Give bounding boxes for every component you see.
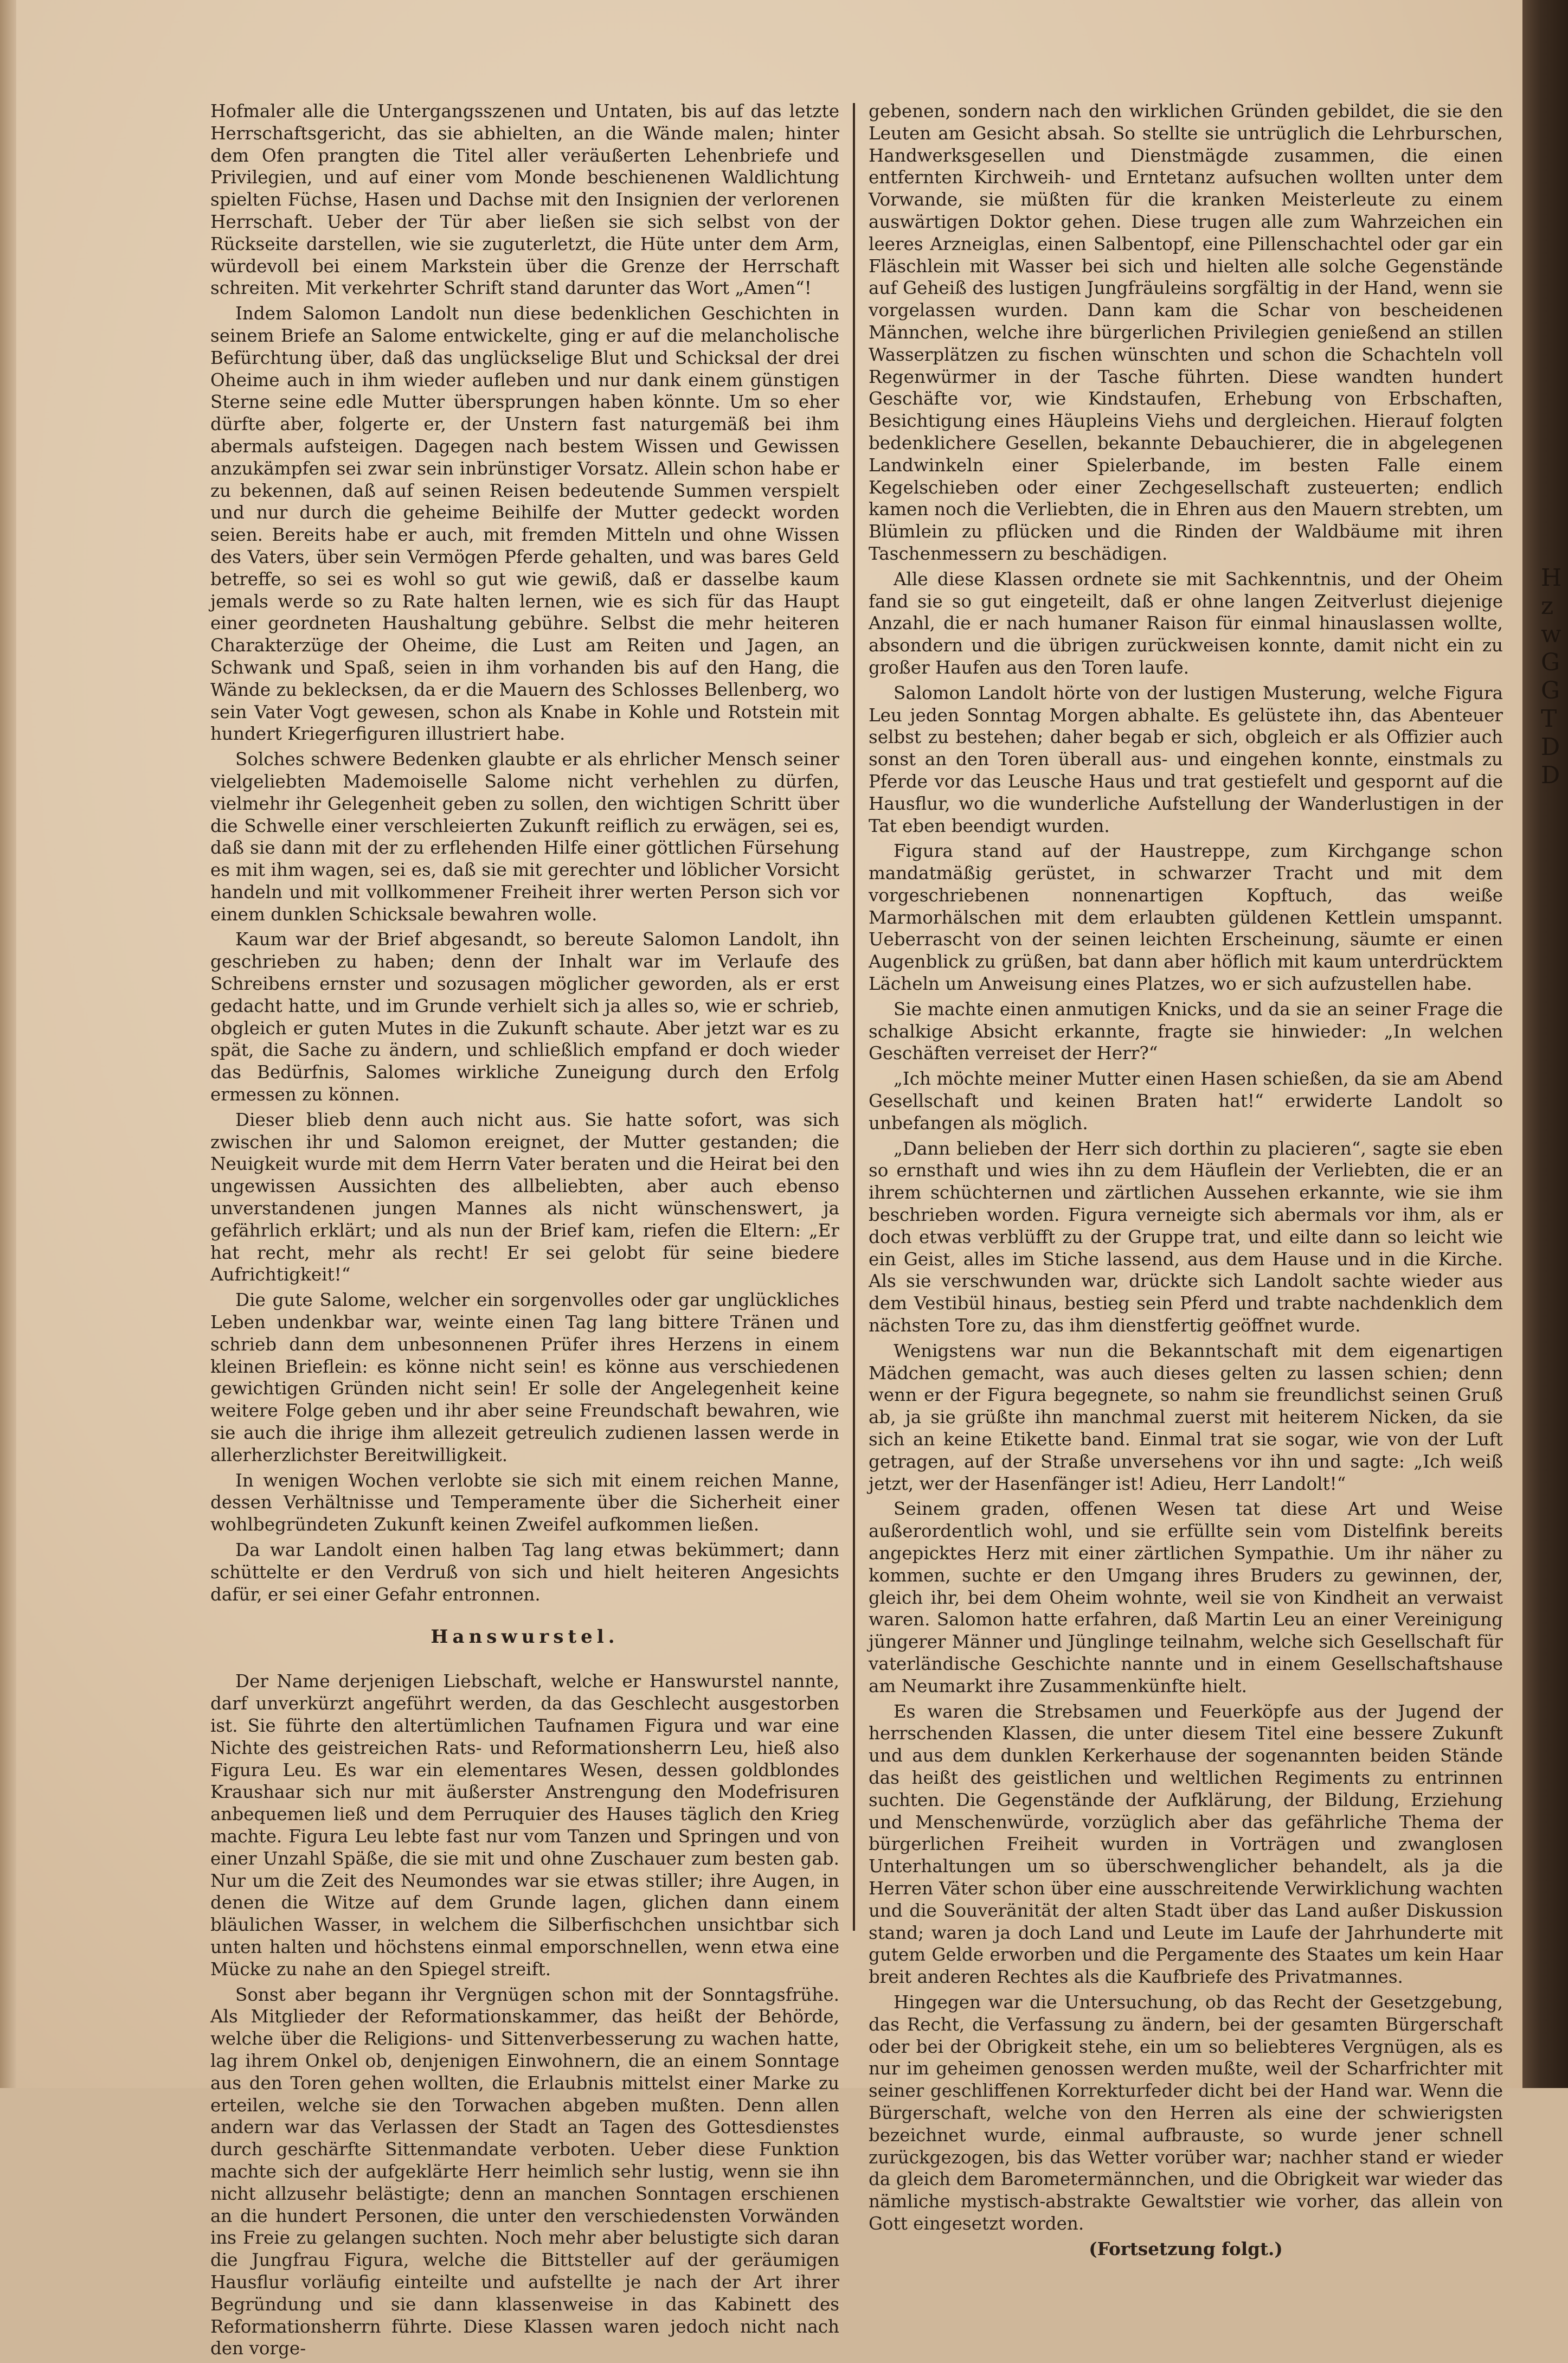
left-column: [210, 100, 839, 2363]
paragraph: Indem Salomon Landolt nun diese bedenklichen Geschichten in seinem Briefe an Salome entwickelte, ging er auf die melancholische Befürchtung über, daß das unglückselige Blut und Schicksal der drei Oheime auch in ihm wieder aufleben und nur dank einem günstigen Sterne seine edle Mutter übersprungen haben könnte. Um so eher dürfte aber, folgerte er, der Unstern fast naturgemäß bei ihm abermals aufsteigen. Dagegen nach bestem Wissen und Gewissen anzukämpfen sei zwar sein inbrünstiger Vorsatz. Allein schon habe er zu bekennen, daß auf seinen Reisen bedeutende Summen verspielt und nur durch die geheime Beihilfe der Mutter gedeckt worden seien. Bereits habe er auch, mit fremden Mitteln und ohne Wissen des Vaters, über sein Vermögen Pferde gehalten, und was bares Geld betreffe, so sei es wohl so gut wie gewiß, daß er dasselbe kaum jemals werde so zu Rate halten lernen, wie es sich für das Haupt einer geordneten Haushaltung gebühre. Selbst die mehr heiteren Charakterzüge der Oheime, die Lust am Reiten und Jagen, an Schwank und Spaß, seien in ihm vorhanden bis auf den Hang, die Wände zu beklecksen, da er die Mauern des Schlosses Bellenberg, wo sein Vater Vogt gewesen, schon als Knabe in Kohle und Rotstein mit hundert Kriegerfiguren illustriert habe.: [210, 303, 839, 745]
paragraph: Wenigstens war nun die Bekanntschaft mit dem eigenartigen Mädchen gemacht, was auch dieses gelten zu lassen schien; denn wenn er der Figura begegnete, so nahm sie freundlichst seinen Gruß ab, ja sie grüßte ihn manchmal zuerst mit heiterem Nicken, da sie sich an keine Etikette band. Einmal trat sie sogar, wie von der Luft getragen, auf der Straße unversehens vor ihn und sagte: „Ich weiß jetzt, wer der Hasenfänger ist! Adieu, Herr Landolt!“: [869, 1340, 1503, 1494]
right-column: [869, 100, 1503, 2264]
paragraph: Alle diese Klassen ordnete sie mit Sachkenntnis, und der Oheim fand sie so gut eingeteilt, daß er ohne langen Zeitverlust diejenige Anzahl, die er nach humaner Raison für einmal hinauslassen wollte, absondern und die übrigen zurückweisen konnte, damit nicht ein zu großer Haufen aus den Toren laufe.: [869, 568, 1503, 678]
paragraph: Hingegen war die Untersuchung, ob das Recht der Gesetzgebung, das Recht, die Verfassung zu ändern, bei der gesamten Bürgerschaft oder bei der Obrigkeit stehe, ein um so beliebteres Vergnügen, als es nur im geheimen genossen werden mußte, weil der Scharfrichter mit seiner geschliffenen Korrekturfeder dicht bei der Hand war. Wenn die Bürgerschaft, welche von den Herren als eine der schwierigsten bezeichnet wurde, einmal aufbrauste, so wurde jener schnell zurückgezogen, bis das Wetter vorüber war; nachher stand er wieder da gleich dem Barometermännchen, und die Obrigkeit war wieder das nämliche mystisch-abstrakte Gewaltstier wie vorher, das allein von Gott eingesetzt worden.: [869, 1991, 1503, 2234]
binding-strip: [1522, 0, 1568, 2088]
paragraph: Sie machte einen anmutigen Knicks, und da sie an seiner Frage die schalkige Absicht erkannte, fragte sie hinwieder: „In welchen Geschäften verreiset der Herr?“: [869, 998, 1503, 1064]
paragraph: Salomon Landolt hörte von der lustigen Musterung, welche Figura Leu jeden Sonntag Morgen abhalte. Es gelüstete ihn, das Abenteuer selbst zu bestehen; daher begab er sich, obgleich er als Offizier auch sonst an den Toren überall aus- und eingehen konnte, einstmals zu Pferde vor das Leusche Haus und trat gestiefelt und gespornt auf die Hausflur, wo die wunderliche Aufstellung der Wanderlustigen in der Tat eben beendigt wurden.: [869, 682, 1503, 836]
section-heading: Hanswurstel.: [430, 1626, 619, 1648]
column-divider: [853, 103, 855, 1931]
paragraph: Kaum war der Brief abgesandt, so bereute Salomon Landolt, ihn geschrieben zu haben; denn der Inhalt war im Verlaufe des Schreibens ernster und sozusagen möglicher geworden, als er erst gedacht hatte, und im Grunde verhielt sich ja alles so, wie er schrieb, obgleich er guten Mutes in die Zukunft schaute. Aber jetzt war es zu spät, die Sache zu ändern, und schließlich empfand er doch wieder das Bedürfnis, Salomes wirkliche Zuneigung durch den Erfolg ermessen zu können.: [210, 929, 839, 1105]
paragraph: Solches schwere Bedenken glaubte er als ehrlicher Mensch seiner vielgeliebten Mademoiselle Salome nicht verhehlen zu dürfen, vielmehr ihr Gelegenheit geben zu sollen, den wichtigen Schritt über die Schwelle einer verschleierten Zukunft reiflich zu erwägen, sei es, daß sie dann mit der zu erflehenden Hilfe einer göttlichen Fürsehung es mit ihm wagen, sei es, daß sie mit gerechter und löblicher Vorsicht handeln und mit vollkommener Freiheit ihrer werten Person sich vor einem dunklen Schicksale bewahren wolle.: [210, 749, 839, 925]
paragraph: „Dann belieben der Herr sich dorthin zu placieren“, sagte sie eben so ernsthaft und wies ihn zu dem Häuflein der Verliebten, die er an ihrem schüchternen und zärtlichen Aussehen erkannte, wie sie ihm beschrieben worden. Figura verneigte sich abermals vor ihm, als er doch etwas verblüfft zu der Gruppe trat, und eilte dann so leicht wie ein Geist, alles im Stiche lassend, aus dem Hause und in die Kirche. Als sie verschwunden war, drückte sich Landolt sachte wieder aus dem Vestibül hinaus, bestieg sein Pferd und trabte nachdenklich dem nächsten Tore zu, das ihm dienstfertig geöffnet wurde.: [869, 1138, 1503, 1336]
continuation-note: (Fortsetzung folgt.): [1089, 2238, 1283, 2259]
paragraph: Es waren die Strebsamen und Feuerköpfe aus der Jugend der herrschenden Klassen, die unter diesem Titel eine bessere Zukunft und aus dem dunklen Kerkerhause der sogenannten beiden Stände das heißt des geistlichen und weltlichen Regiments zu entrinnen suchten. Die Gegenstände der Aufklärung, der Bildung, Erziehung und Menschenwürde, vorzüglich aber das gefährliche Thema der bürgerlichen Freiheit wurden in Vorträgen und zwanglosen Unterhaltungen um so überschwenglicher behandelt, als ja die Herren Väter schon über eine ausschreitende Verwirklichung wachten und die Souveränität der alten Stadt über das Land außer Diskussion stand; waren ja doch Land und Leute im Laufe der Jahrhunderte mit gutem Gelde erworben und die Pergamente des Staates um kein Haar breit anderen Rechtes als die Kaufbriefe des Privatmannes.: [869, 1701, 1503, 1988]
paragraph: Seinem graden, offenen Wesen tat diese Art und Weise außerordentlich wohl, und sie erfüllte sein vom Distelfink bereits angepicktes Herz mit einer zärtlichen Sympathie. Um ihr näher zu kommen, suchte er den Umgang ihres Bruders zu gewinnen, der, gleich ihr, bei dem Oheim wohnte, weil sie von Kindheit an verwaist waren. Salomon hatte erfahren, daß Martin Leu an einer Vereinigung jüngerer Männer und Jünglinge teilnahm, welche sich Gesellschaft für vaterländische Geschichte nannte und in einem Gesellschaftshause am Neumarkt ihre Zusammenkünfte hielt.: [869, 1499, 1503, 1696]
paragraph: „Ich möchte meiner Mutter einen Hasen schießen, da sie am Abend Gesellschaft und keinen Braten hat!“ erwiderte Landolt so unbefangen als möglich.: [869, 1068, 1503, 1134]
paragraph: Sonst aber begann ihr Vergnügen schon mit der Sonntagsfrühe. Als Mitglieder der Reformationskammer, das heißt der Behörde, welche über die Religions- und Sittenverbesserung zu wachen hatte, lag ihrem Onkel ob, denjenigen Einwohnern, die an einem Sonntage aus den Toren gehen wollten, die Erlaubnis mittelst einer Marke zu erteilen, welche sie den Torwachen abgeben mußten. Denn allen andern war das Verlassen der Stadt an Tagen des Gottesdienstes durch geschärfte Sittenmandate verboten. Ueber diese Funktion machte sich der aufgeklärte Herr heimlich sehr lustig, wenn sie ihn nicht allzusehr belästigte; denn an manchen Sonntagen erschienen an die hundert Personen, die unter den verschiedensten Vorwänden ins Freie zu gelangen suchten. Noch mehr aber belustigte sich daran die Jungfrau Figura, welche die Bittsteller auf der geräumigen Hausflur vorläufig einteilte und aufstellte je nach der Art ihrer Begründung und sie dann klassenweise in das Kabinett des Reformationsherrn führte. Diese Klassen waren jedoch nicht nach den vorge-: [210, 1984, 839, 2359]
paragraph: Hofmaler alle die Untergangsszenen und Untaten, bis auf das letzte Herrschaftsgericht, das sie abhielten, an die Wände malen; hinter dem Ofen prangten die Titel aller veräußerten Lehenbriefe und Privilegien, und auf einer vom Monde beschienenen Waldlichtung spielten Füchse, Hasen und Dachse mit den Insignien der verlorenen Herrschaft. Ueber der Tür aber ließen sie sich selbst von der Rückseite darstellen, wie sie zuguterletzt, die Hüte unter dem Arm, würdevoll bei einem Markstein über die Grenze der Herrschaft schreiten. Mit verkehrter Schrift stand darunter das Wort „Amen“!: [210, 101, 839, 299]
next-page-edge-text: H z w G G T D D: [1541, 564, 1562, 789]
paragraph: Die gute Salome, welcher ein sorgenvolles oder gar unglückliches Leben undenkbar war, weinte einen Tag lang bittere Tränen und schrieb dann dem unbesonnenen Prüfer ihres Herzens in einem kleinen Brieflein: es könne nicht sein! es könne aus verschiedenen gewichtigen Gründen nicht sein! Er solle der Angelegenheit keine weitere Folge geben und ihr aber seine Freundschaft bewahren, wie sie auch die ihrige ihm allezeit getreulich zudienen lassen werde in allerherzlichster Bereitwilligkeit.: [210, 1290, 839, 1465]
page-left-edge: [0, 0, 16, 2088]
paragraph: Dieser blieb denn auch nicht aus. Sie hatte sofort, was sich zwischen ihr und Salomon ereignet, der Mutter gestanden; die Neuigkeit wurde mit dem Herrn Vater beraten und die Heirat bei den ungewissen Aussichten des allbeliebten, aber auch ebenso unverstandenen jungen Mannes als nicht wünschenswert, ja gefährlich erklärt; und als nun der Brief kam, riefen die Eltern: „Er hat recht, mehr als recht! Er sei gelobt für seine biedere Aufrichtigkeit!“: [210, 1109, 839, 1285]
paragraph: In wenigen Wochen verlobte sie sich mit einem reichen Manne, dessen Verhältnisse und Temperamente über die Sicherheit einer wohlbegründeten Zukunft keinen Zweifel aufkommen ließen.: [210, 1470, 839, 1535]
paragraph: Der Name derjenigen Liebschaft, welche er Hanswurstel nannte, darf unverkürzt angeführt werden, da das Geschlecht ausgestorben ist. Sie führte den altertümlichen Taufnamen Figura und war eine Nichte des geistreichen Rats- und Reformationsherrn Leu, hieß also Figura Leu. Es war ein elementares Wesen, dessen goldblondes Kraushaar sich nur mit äußerster Anstrengung den Modefrisuren anbequemen ließ und dem Perruquier des Hauses täglich den Krieg machte. Figura Leu lebte fast nur vom Tanzen und Springen und von einer Unzahl Späße, die sie mit und ohne Zuschauer zum besten gab. Nur um die Zeit des Neumondes war sie etwas stiller; ihre Augen, in denen die Witze auf dem Grunde lagen, glichen dann einem bläulichen Wasser, in welchem die Silberfischchen unsichtbar sich unten halten und höchstens einmal emporschnellen, wenn etwa eine Mücke zu nahe an den Spiegel streift.: [210, 1671, 839, 1980]
paragraph: Da war Landolt einen halben Tag lang etwas bekümmert; dann schüttelte er den Verdruß von sich und hielt heiteren Angesichts dafür, er sei einer Gefahr entronnen.: [210, 1540, 839, 1605]
paragraph: gebenen, sondern nach den wirklichen Gründen gebildet, die sie den Leuten am Gesicht absah. So stellte sie untrüglich die Lehrburschen, Handwerksgesellen und Dienstmägde zusammen, die einen entfernten Kirchweih- und Erntetanz aufsuchen wollten unter dem Vorwande, sie müßten für die kranken Meisterleute zu einem auswärtigen Doktor gehen. Diese trugen alle zum Wahrzeichen ein leeres Arzneiglas, einen Salbentopf, eine Pillenschachtel oder gar ein Fläschlein mit Wasser bei sich und hielten alle solche Gegenstände auf Geheiß des lustigen Jungfräuleins sorgfältig in der Hand, wenn sie vorgelassen wurden. Dann kam die Schar von bescheidenen Männchen, welche ihre bürgerlichen Privilegien genießend an stillen Wasserplätzen zu fischen wünschten und schon die Schachteln voll Regenwürmer in der Tasche führten. Diese wandten hundert Geschäfte vor, wie Kindstaufen, Erhebung von Erbschaften, Besichtigung eines Häupleins Viehs und dergleichen. Hierauf folgten bedenklichere Gesellen, bekannte Debauchierer, die in abgelegenen Landwinkeln einer Spielerbande, im besten Falle einem Kegelschieben oder einer Zechgesellschaft zusteuerten; endlich kamen noch die Verliebten, die in Ehren aus den Mauern strebten, um Blümlein zu pflücken und die Rinden der Waldbäume mit ihren Taschenmessern zu beschädigen.: [869, 101, 1503, 564]
paragraph: Figura stand auf der Haustreppe, zum Kirchgange schon mandatmäßig gerüstet, in schwarzer Tracht und mit dem vorgeschriebenen nonnenartigen Kopftuch, das weiße Marmorhälschen mit dem erlaubten güldenen Kettlein umspannt. Ueberrascht von der seinen leichten Erscheinung, säumte er einen Augenblick zu grüßen, bat dann aber höflich mit kaum unterdrücktem Lächeln um Anweisung eines Platzes, wo er sich aufzustellen habe.: [869, 841, 1503, 995]
